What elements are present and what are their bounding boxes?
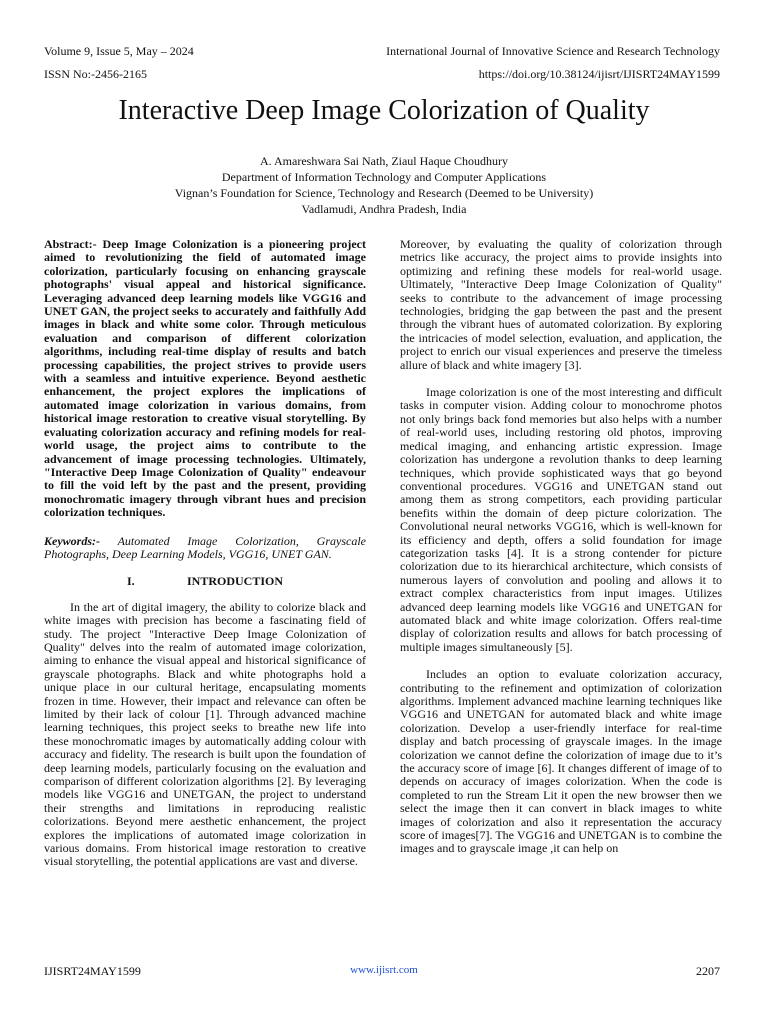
right-column (400, 238, 722, 856)
section-number: I. (126, 574, 135, 589)
section-heading (44, 575, 366, 588)
body-paragraph: Image colorization is one of the most interesting and difficult tasks in computer vision. Adding colour to monochrome photos not only brings back fond memories but also helps with a number of real-world uses, including restoring old photos, improving medical imaging, and enhancing artistic expression. Image colorization has undergone a revolution thanks to deep learning techniques, which provide sophisticated ways that go beyond conventional procedures. VGG16 and UNETGAN stand out among them as strong competitors, each providing particular benefits within the domain of deep picture colorization. The Convolutional neural networks VGG16, which is well-known for its efficiency and depth, offers a solid foundation for image categorization tasks [4]. It is a strong contender for picture colorization due to its hierarchical architecture, which consists of numerous layers of convolution and pooling and allows it to extract complex characteristics from input images. Utilizes advanced deep learning models like VGG16 and UNETGAN for automated black and white image colorization. Offers real-time display of colorization results and allows for batch processing of multiple images simultaneously [5]. (400, 385, 722, 654)
keywords (44, 535, 366, 562)
keywords-label: Keywords:- (44, 533, 100, 548)
volume-info: Volume 9, Issue 5, May – 2024 (44, 44, 194, 58)
abstract-label: Abstract:- (44, 237, 97, 251)
intro-paragraph: In the art of digital imagery, the ability to colorize black and white images with precision has become a fascinating field of study. The project "Interactive Deep Image Colonization of Quality" delves into the realm of automated image colorization, aiming to enhance the visual appeal and historical significance of grayscale photographs. Black and white photographs hold a unique place in our cultural heritage, encapsulating moments frozen in time. However, their impact and relevance can often be limited by their lack of colour [1]. Through advanced machine learning techniques, this project seeks to breathe new life into these monochromatic images by automatically adding colour with accuracy and fidelity. The research is built upon the foundation of deep learning models, particularly focusing on the evaluation and comparison of different colorization algorithms [2]. By leveraging models like VGG16 and UNETGAN, the project to understand their strengths and limitations in reproducing realistic colorizations. Beyond mere aesthetic enhancement, the project explores the implications of automated image colorization in various domains. From historical image restoration to creative visual storytelling, the potential applications are vast and diverse. (44, 599, 366, 869)
left-column (44, 238, 366, 869)
paper-title: Interactive Deep Image Colorization of Quality (118, 95, 650, 126)
author-block (0, 153, 768, 217)
author-institution: Vignan’s Foundation for Science, Technology and Research (Deemed to be University) (174, 186, 594, 200)
abstract (44, 238, 366, 520)
body-paragraph: Includes an option to evaluate colorization accuracy, contributing to the refinement and optimization of colorization algorithms. Implement advanced machine learning techniques like VGG16 and UNETGAN for automated black and white image colorization. Develop a user-friendly interface for real-time display and batch processing of grayscale images. In the image colorization we cannot define the colorization of image due to it’s the accuracy score of image [6]. It changes different of image of to depends on accuracy of images colorization. When the code is completed to run the Stream Lit it open the new browser then we select the image then it can convert in black images to white images of colorization and also it representation the accuracy score of images[7]. The VGG16 and UNETGAN is to combine the images and to grayscale image ,it can help on (400, 667, 722, 856)
section-title: INTRODUCTION (186, 574, 283, 589)
footer-site-link[interactable]: www.ijisrt.com (350, 964, 418, 976)
footer-code: IJISRT24MAY1599 (44, 964, 141, 978)
doi-link[interactable]: https://doi.org/10.38124/ijisrt/IJISRT24MAY1599 (478, 67, 720, 81)
issn: ISSN No:-2456-2165 (44, 67, 148, 81)
keywords-text: Automated Image Colorization, Grayscale Photographs, Deep Learning Models, VGG16, UNET GAN. (44, 533, 366, 561)
page-number: 2207 (696, 964, 720, 978)
author-names: A. Amareshwara Sai Nath, Ziaul Haque Choudhury (260, 154, 508, 168)
journal-name: International Journal of Innovative Science and Research Technology (386, 44, 720, 58)
abstract-text: Deep Image Colonization is a pioneering project aimed to revolutionizing the field of automated image colorization, particularly focusing on enhancing grayscale photographs' visual appeal and historical significance. Leveraging advanced deep learning models like VGG16 and UNET GAN, the project seeks to accurately and faithfully Add images in black and white some color. Through meticulous evaluation and comparison of different colorization algorithms, including real-time display of results and batch processing capabilities, the project strives to provide users with a seamless and intuitive experience. Beyond aesthetic enhancement, the project explores the implications of automated image colorization in various domains, from historical image restoration to creative visual storytelling. By evaluating colorization accuracy and refining models for real-world usage, the project aims to contribute to the advancement of image processing technologies. Ultimately, "Interactive Deep Image Colonization of Quality" endeavour to fill the void left by the past and the present, providing monochromatic imagery through vibrant hues and precision colorization techniques. (44, 237, 366, 520)
body-paragraph: Moreover, by evaluating the quality of colorization through metrics like accuracy, the project aims to provide insights into optimizing and refining these models for real-world usage. Ultimately, "Interactive Deep Image Colonization of Quality" seeks to contribute to the advancement of image processing technologies, bridging the gap between the past and the present through the vibrant hues of automated colorization. By exploring the intricacies of model selection, evaluation, and application, the project to enrich our visual experiences and preserve the timeless allure of black and white imagery [3]. (400, 237, 722, 372)
author-department: Department of Information Technology and Computer Applications (221, 170, 547, 184)
author-location: Vadlamudi, Andhra Pradesh, India (301, 202, 467, 216)
